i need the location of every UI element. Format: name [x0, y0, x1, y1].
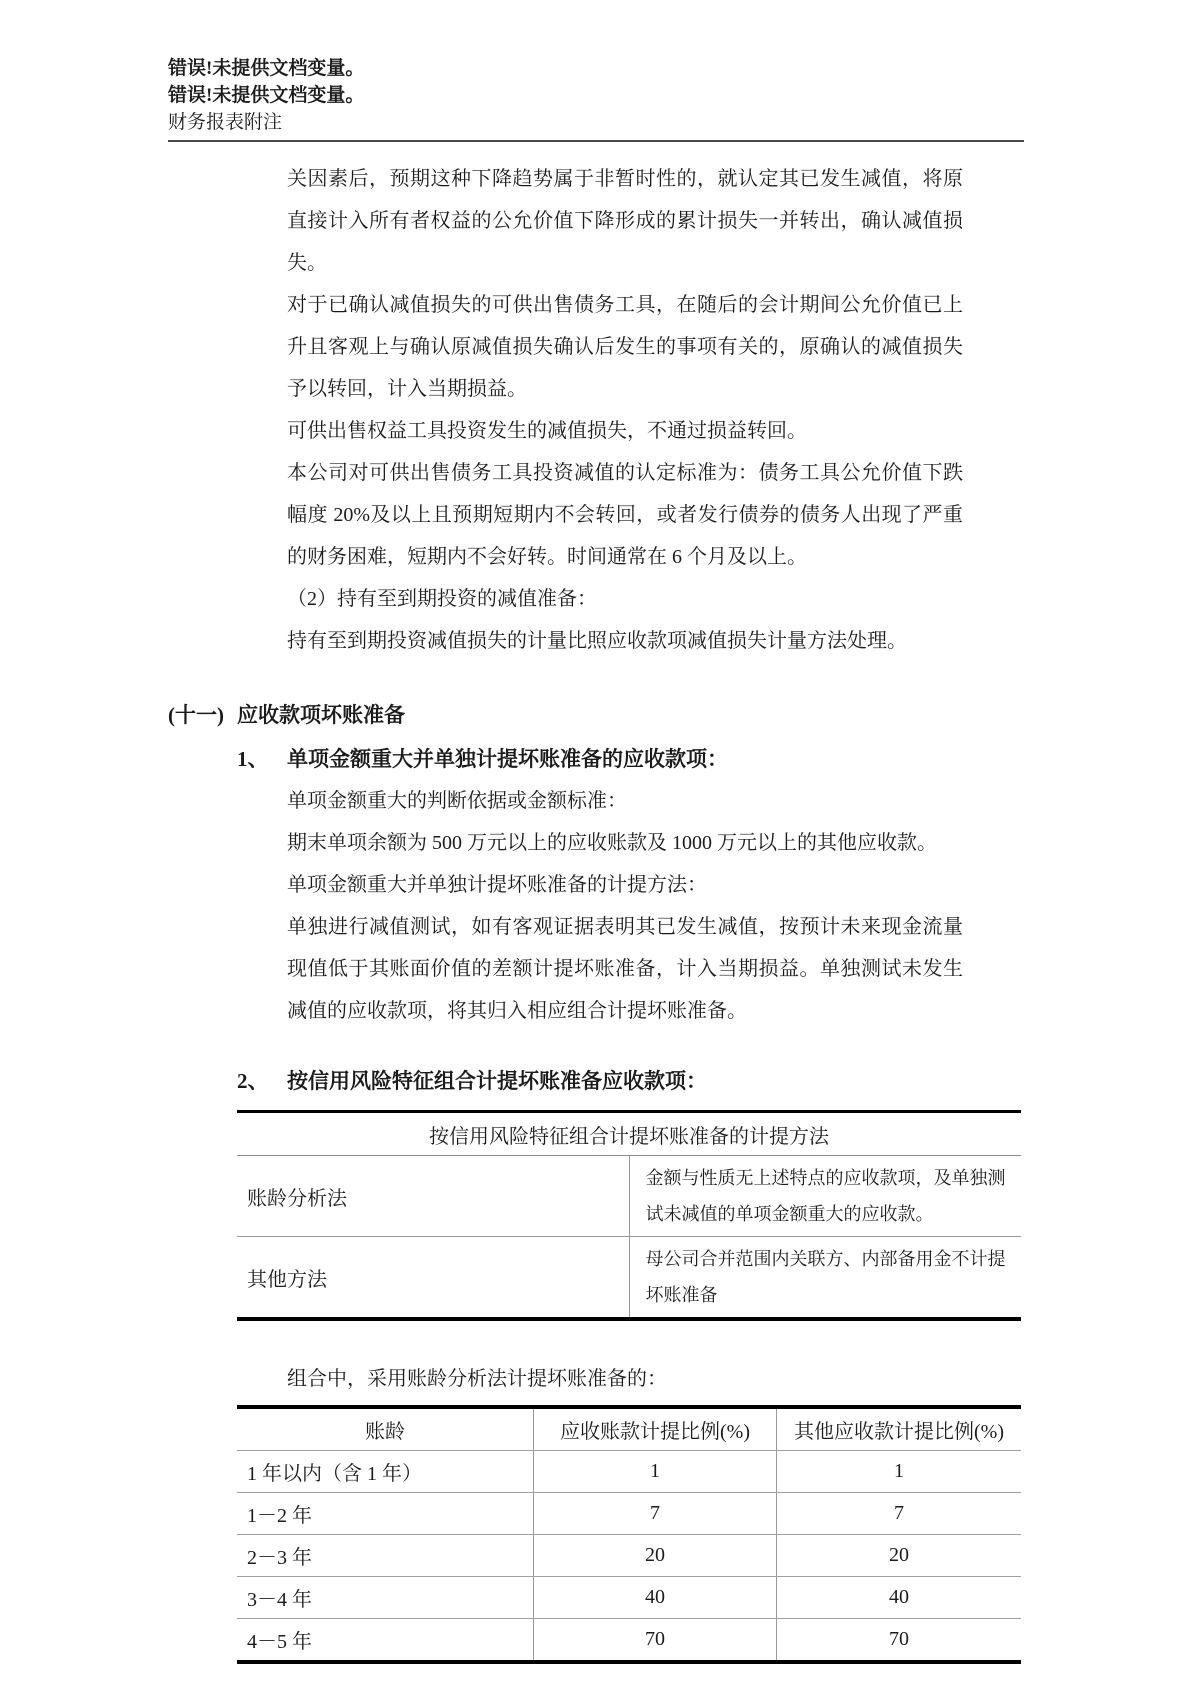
- or-pct-cell: 20: [777, 1535, 1022, 1577]
- ar-pct-cell: 20: [534, 1535, 777, 1577]
- table-row: [237, 1156, 1021, 1237]
- body-paragraph: 可供出售权益工具投资发生的减值损失，不通过损益转回。: [287, 420, 807, 442]
- table-row: [237, 1237, 1021, 1320]
- ar-pct-cell: 70: [534, 1619, 777, 1663]
- ar-pct-cell: 40: [534, 1577, 777, 1619]
- aging-bucket-cell: 2－3 年: [237, 1535, 534, 1577]
- provision-method-table: [237, 1110, 1021, 1321]
- aging-table-intro: 组合中，采用账龄分析法计提坏账准备的：: [287, 1368, 667, 1390]
- body-paragraph: 持有至到期投资减值损失的计量比照应收款项减值损失计量方法处理。: [287, 630, 907, 652]
- body-paragraph: 单独进行减值测试，如有客观证据表明其已发生减值，按预计未来现金流量现值低于其账面价值的差额计提坏账准备，计入当期损益。单独测试未发生减值的应收款项，将其归入相应组合计提坏账准备。: [287, 916, 963, 1022]
- aging-bucket-cell: 4－5 年: [237, 1619, 534, 1663]
- table-row: [237, 1619, 1021, 1663]
- item-2-number: 2、: [237, 1069, 269, 1093]
- table-row: [237, 1493, 1021, 1535]
- method-description-cell: 母公司合并范围内关联方、内部备用金不计提坏账准备: [645, 1249, 1006, 1305]
- ar-pct-cell: 1: [534, 1451, 777, 1493]
- doc-variable-error-line-1: 错误!未提供文档变量。: [168, 58, 365, 79]
- page-header: [168, 55, 1024, 142]
- item-1-title: 单项金额重大并单独计提坏账准备的应收款项：: [287, 747, 728, 771]
- body-paragraph: 对于已确认减值损失的可供出售债务工具，在随后的会计期间公允价值已上升且客观上与确认原减值损失确认后发生的事项有关的，原确认的减值损失予以转回，计入当期损益。: [287, 294, 963, 400]
- method-description-cell: 金额与性质无上述特点的应收款项，及单独测试未减值的单项金额重大的应收款。: [629, 1156, 1021, 1237]
- item-1-heading: [168, 738, 1024, 780]
- body-paragraph: 单项金额重大的判断依据或金额标准：: [287, 790, 627, 812]
- section-heading: [168, 692, 1024, 738]
- column-header-ar-provision-pct: 应收账款计提比例(%): [534, 1407, 777, 1451]
- aging-analysis-table: [237, 1405, 1021, 1664]
- or-pct-cell: 7: [777, 1493, 1022, 1535]
- aging-bucket-cell: 1 年以内（含 1 年）: [237, 1451, 534, 1493]
- aging-bucket-cell: 1－2 年: [237, 1493, 534, 1535]
- table-row: [237, 1451, 1021, 1493]
- body-paragraph: 期末单项余额为 500 万元以上的应收账款及 1000 万元以上的其他应收款。: [287, 832, 937, 854]
- document-body: [168, 158, 1024, 1664]
- table-row: [237, 1535, 1021, 1577]
- header-subtitle: 财务报表附注: [168, 112, 283, 133]
- column-header-aging: 账龄: [237, 1407, 534, 1451]
- ar-pct-cell: 7: [534, 1493, 777, 1535]
- or-pct-cell: 1: [777, 1451, 1022, 1493]
- body-paragraph: 本公司对可供出售债务工具投资减值的认定标准为：债务工具公允价值下跌幅度 20%及以上且预期短期内不会转回，或者发行债券的债务人出现了严重的财务困难，短期内不会好转。时间通常在 6 个月及以上。: [287, 462, 963, 568]
- method-name-cell: 其他方法: [237, 1237, 629, 1320]
- column-header-or-provision-pct: 其他应收款计提比例(%): [777, 1407, 1022, 1451]
- body-paragraph: 单项金额重大并单独计提坏账准备的计提方法：: [287, 874, 707, 896]
- method-name-cell: 账龄分析法: [237, 1156, 629, 1237]
- section-number: (十一): [168, 703, 224, 727]
- aging-bucket-cell: 3－4 年: [237, 1577, 534, 1619]
- table-row: [237, 1112, 1021, 1156]
- item-2-title: 按信用风险特征组合计提坏账准备应收款项：: [287, 1069, 707, 1093]
- table-row: [237, 1577, 1021, 1619]
- section-title: 应收款项坏账准备: [237, 703, 405, 727]
- item-1-number: 1、: [237, 747, 269, 771]
- table-header-row: [237, 1407, 1021, 1451]
- method-table-title: 按信用风险特征组合计提坏账准备的计提方法: [237, 1112, 1021, 1156]
- doc-variable-error-line-2: 错误!未提供文档变量。: [168, 85, 365, 106]
- or-pct-cell: 40: [777, 1577, 1022, 1619]
- or-pct-cell: 70: [889, 1628, 909, 1650]
- body-paragraph: （2）持有至到期投资的减值准备：: [287, 588, 597, 610]
- body-paragraph: 关因素后，预期这种下降趋势属于非暂时性的，就认定其已发生减值，将原直接计入所有者权益的公允价值下降形成的累计损失一并转出，确认减值损失。: [287, 168, 963, 274]
- header-rule: [168, 140, 1024, 142]
- item-2-heading: [168, 1060, 1024, 1102]
